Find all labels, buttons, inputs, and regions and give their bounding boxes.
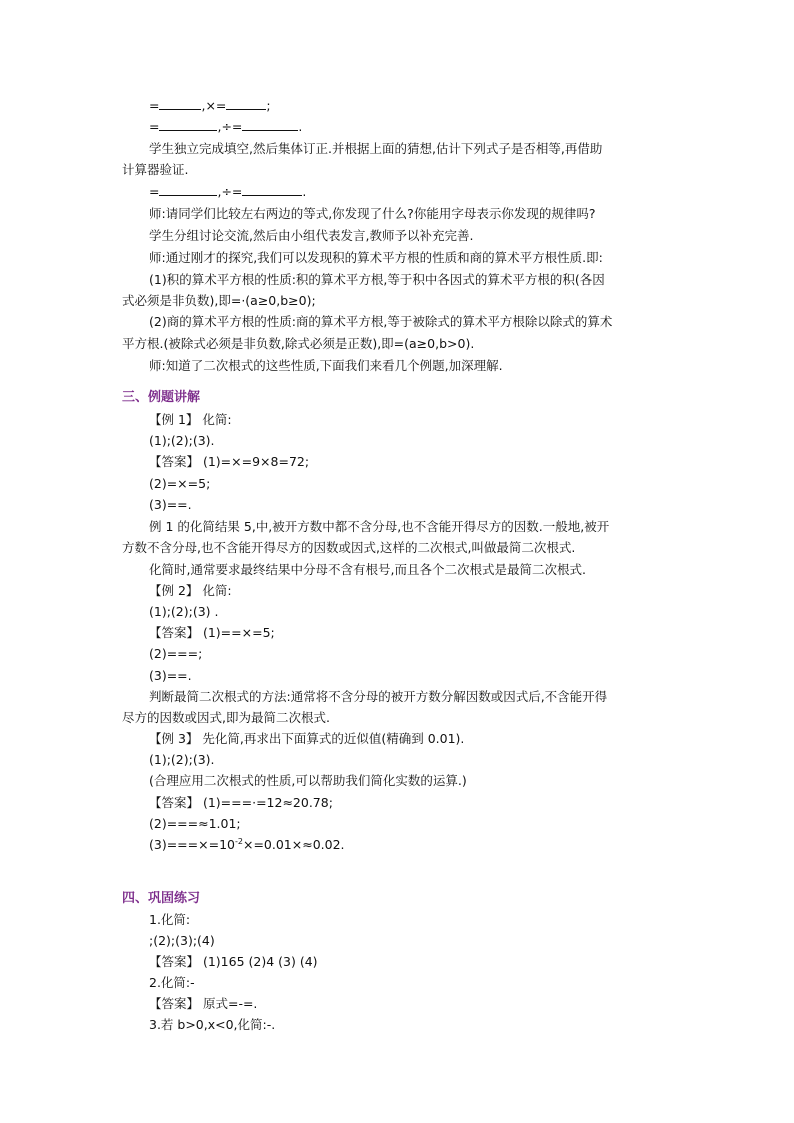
- paragraph: 师:请同学们比较左右两边的等式,你发现了什么?你能用字母表示你发现的规律吗?: [149, 206, 596, 221]
- answer-line: 【答案】 (1)==×=5;: [149, 625, 275, 640]
- exercise: 2.化简:-: [149, 975, 195, 990]
- example-items: (1);(2);(3).: [149, 752, 215, 767]
- section-heading: 四、巩固练习: [122, 891, 201, 906]
- paragraph-cont: 尽方的因数或因式,即为最简二次根式.: [122, 710, 330, 725]
- answer-line: (3)==.: [149, 668, 192, 683]
- fill-line-2: = ,÷= .: [149, 119, 303, 134]
- paragraph: 师:通过刚才的探究,我们可以发现积的算术平方根的性质和商的算术平方根性质.即:: [149, 250, 603, 265]
- paragraph-cont: 计算器验证.: [122, 162, 189, 177]
- blank: [226, 97, 266, 110]
- paragraph-cont: 方数不含分母,也不含能开得尽方的因数或因式,这样的二次根式,叫做最简二次根式.: [122, 540, 576, 555]
- exercise: 1.化简:: [149, 912, 191, 927]
- answer-line: (2)=×=5;: [149, 476, 211, 491]
- blank: [159, 97, 201, 110]
- example-items: (1);(2);(3).: [149, 433, 215, 448]
- example-label: 【例 1】 化简:: [149, 412, 232, 427]
- paragraph: 例 1 的化简结果 5,中,被开方数中都不含分母,也不含能开得尽方的因数.一般地,被开: [149, 519, 610, 534]
- blank: [242, 118, 298, 131]
- answer-line: (2)===≈1.01;: [149, 816, 241, 831]
- paragraph: 判断最简二次根式的方法:通常将不含分母的被开方数分解因数或因式后,不含能开得: [149, 689, 608, 704]
- paragraph: (1)积的算术平方根的性质:积的算术平方根,等于积中各因式的算术平方根的积(各因: [149, 272, 605, 287]
- answer-line: 【答案】 (1)165 (2)4 (3) (4): [149, 954, 318, 969]
- example-items: (1);(2);(3) .: [149, 604, 219, 619]
- blank: [159, 183, 217, 196]
- note: (合理应用二次根式的性质,可以帮助我们简化实数的运算.): [149, 773, 467, 788]
- answer-line: (2)===;: [149, 646, 203, 661]
- exercise-items: ;(2);(3);(4): [149, 933, 215, 948]
- answer-line: $(3)===\times=10^{-2}\times=0.01\times\approx 0.02$.: [149, 836, 345, 852]
- answer-line: 【答案】 (1)=×=9×8=72;: [149, 454, 310, 469]
- paragraph: 化简时,通常要求最终结果中分母不含有根号,而且各个二次根式是最简二次根式.: [149, 562, 586, 577]
- paragraph: 学生独立完成填空,然后集体订正.并根据上面的猜想,估计下列式子是否相等,再借助: [149, 141, 603, 156]
- answer-line: 【答案】 原式=-=.: [149, 996, 258, 1011]
- exercise: 3.若 b>0,x<0,化简:-.: [149, 1017, 276, 1032]
- paragraph: 学生分组讨论交流,然后由小组代表发言,教师予以补充完善.: [149, 228, 474, 243]
- paragraph-cont: 平方根.(被除式必须是非负数,除式必须是正数),即=(a≥0,b>0).: [122, 336, 475, 351]
- example-label: 【例 2】 化简:: [149, 583, 232, 598]
- answer-line: (3)==.: [149, 497, 192, 512]
- paragraph: 师:知道了二次根式的这些性质,下面我们来看几个例题,加深理解.: [149, 358, 503, 373]
- example-label: 【例 3】 先化简,再求出下面算式的近似值(精确到 0.01).: [149, 731, 465, 746]
- answer-line: 【答案】 (1)===·=12≈20.78;: [149, 795, 333, 810]
- blank: [242, 183, 302, 196]
- fill-line-1: = ,×= ;: [149, 98, 271, 113]
- section-heading: 三、例题讲解: [122, 390, 201, 405]
- paragraph: (2)商的算术平方根的性质:商的算术平方根,等于被除式的算术平方根除以除式的算术: [149, 314, 613, 329]
- paragraph-cont: 式必须是非负数),即=·(a≥0,b≥0);: [122, 293, 316, 308]
- blank: [159, 118, 217, 131]
- fill-line-3: = ,÷= .: [149, 184, 307, 199]
